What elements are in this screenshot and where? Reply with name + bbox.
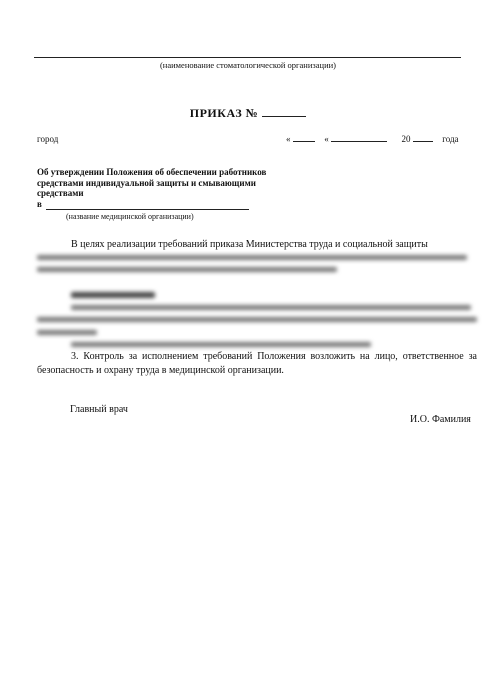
org-name-caption: (наименование стоматологической организации) xyxy=(159,60,337,70)
subject-in-label: в xyxy=(37,199,42,209)
signature-name: И.О. Фамилия xyxy=(410,414,471,425)
order-title xyxy=(0,106,496,121)
order-number-blank xyxy=(262,107,306,117)
year-prefix: 20 xyxy=(401,134,411,144)
date-quote-close: « xyxy=(324,134,329,144)
org-name-line xyxy=(34,57,461,58)
month-blank xyxy=(331,134,387,142)
day-blank xyxy=(293,134,315,142)
order-title-label: ПРИКАЗ № xyxy=(189,106,259,120)
signature-position: Главный врач xyxy=(70,404,128,415)
year-blank xyxy=(413,134,433,142)
date-row xyxy=(286,134,459,144)
subject-heading: Об утверждении Положения об обеспечении работников средствами индивидуальной защиты и смывающими средствами xyxy=(37,167,267,198)
body-paragraph-control: 3. Контроль за исполнением требований Положения возложить на лицо, ответственное за безопасность и охрану труда в медицинской организации. xyxy=(37,351,477,376)
medorg-name-line xyxy=(46,209,249,210)
city-label: город xyxy=(37,134,59,144)
date-quote-open: « xyxy=(286,134,291,144)
medorg-caption: (название медицинской организации) xyxy=(66,212,194,221)
body-paragraph-intro: В целях реализации требований приказа Министерства труда и социальной защиты xyxy=(71,239,428,250)
year-suffix: года xyxy=(442,134,459,144)
redacted-blurred-text xyxy=(37,250,477,366)
